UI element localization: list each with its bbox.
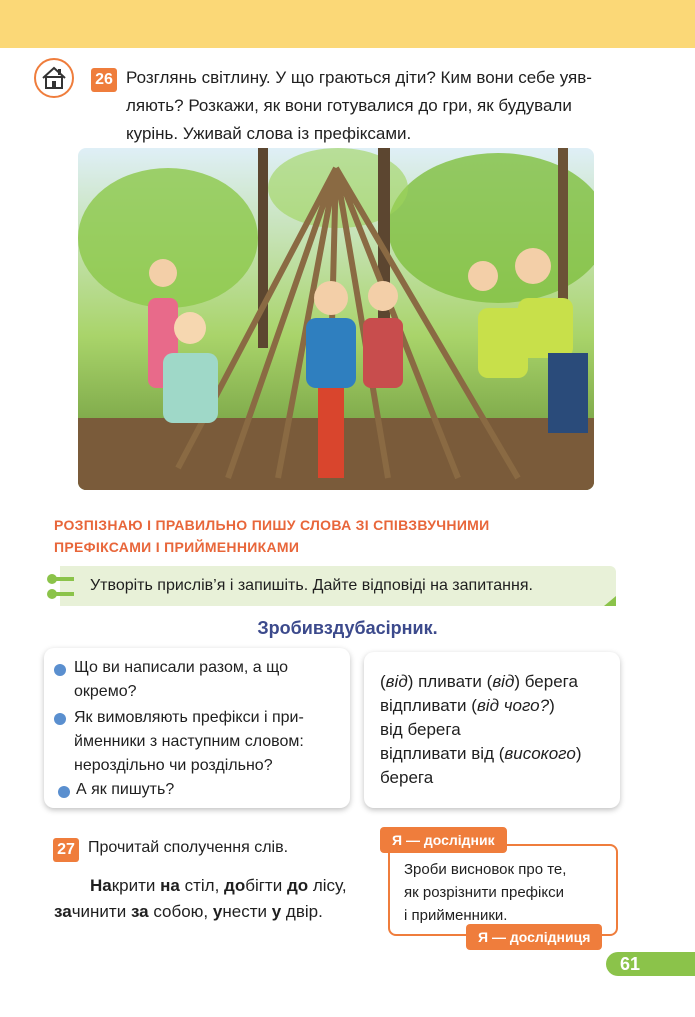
task-26-line-3: курінь. Уживай слова із префіксами. [126,124,412,143]
question-1-line-1: Що ви написали разом, а що [74,659,288,676]
task-27-phrases-line-1: Накрити на стіл, добігти до лісу, [90,876,347,895]
question-2-line-3: нероздільно чи роздільно? [74,757,273,774]
example-line-1: (від) пливати (від) берега [380,672,578,691]
bullet-lines-icon [46,570,74,602]
corner-fold-icon [604,596,616,606]
examples-card [364,652,620,808]
question-1-line-2: окремо? [74,683,137,700]
example-line-3: від берега [380,720,461,739]
section-heading-line-2: ПРЕФІКСАМИ І ПРИЙМЕННИКАМИ [54,539,300,555]
examples-text [380,670,581,790]
researcher-box [388,844,618,936]
home-task-icon [34,58,74,98]
children-teepee-photo [78,148,594,490]
question-2-line-2: йменники з наступним словом: [74,733,304,750]
top-color-bar [0,0,695,48]
example-line-4: відпливати від (високого) [380,744,582,763]
section-heading [54,514,614,558]
question-3-line-1: А як пишуть? [76,781,175,798]
researcher-tag-male: Я — дослідник [380,827,507,853]
question-2-line-1: Як вимовляють префікси і при- [74,709,304,726]
task-27-phrases-line-2: зачинити за собою, унести у двір. [54,902,323,921]
example-line-5: берега [380,768,434,787]
task-26-number: 26 [91,68,117,92]
researcher-text: Зроби висновок про те, як розрізнити префікси і прийменники. [404,861,567,924]
researcher-tag-female: Я — дослідниця [466,924,602,950]
page-number: 61 [620,954,641,974]
task-27-instruction: Прочитай сполучення слів. [88,839,289,856]
task-26-line-1: Розглянь світлину. У що граються діти? Ким вони себе уяв- [126,68,592,87]
section-heading-line-1: РОЗПІЗНАЮ І ПРАВИЛЬНО ПИШУ СЛОВА ЗІ СПІВЗВУЧНИМИ [54,517,490,533]
page-number-badge [606,952,695,976]
task-26-line-2: ляють? Розкажи, як вони готувалися до гри, як будували [126,96,572,115]
instruction-banner [60,566,616,606]
bullet-dot [54,713,66,725]
example-line-2: відпливати (від чого?) [380,696,555,715]
task-27-number: 27 [53,838,79,862]
questions-card [44,648,350,808]
bullet-dot [54,664,66,676]
bullet-dot [58,786,70,798]
banner-text: Утворіть прислів’я і запишіть. Дайте відповіді на запитання. [90,577,533,594]
scrambled-proverb: Зробивздубасірник. [257,618,438,638]
